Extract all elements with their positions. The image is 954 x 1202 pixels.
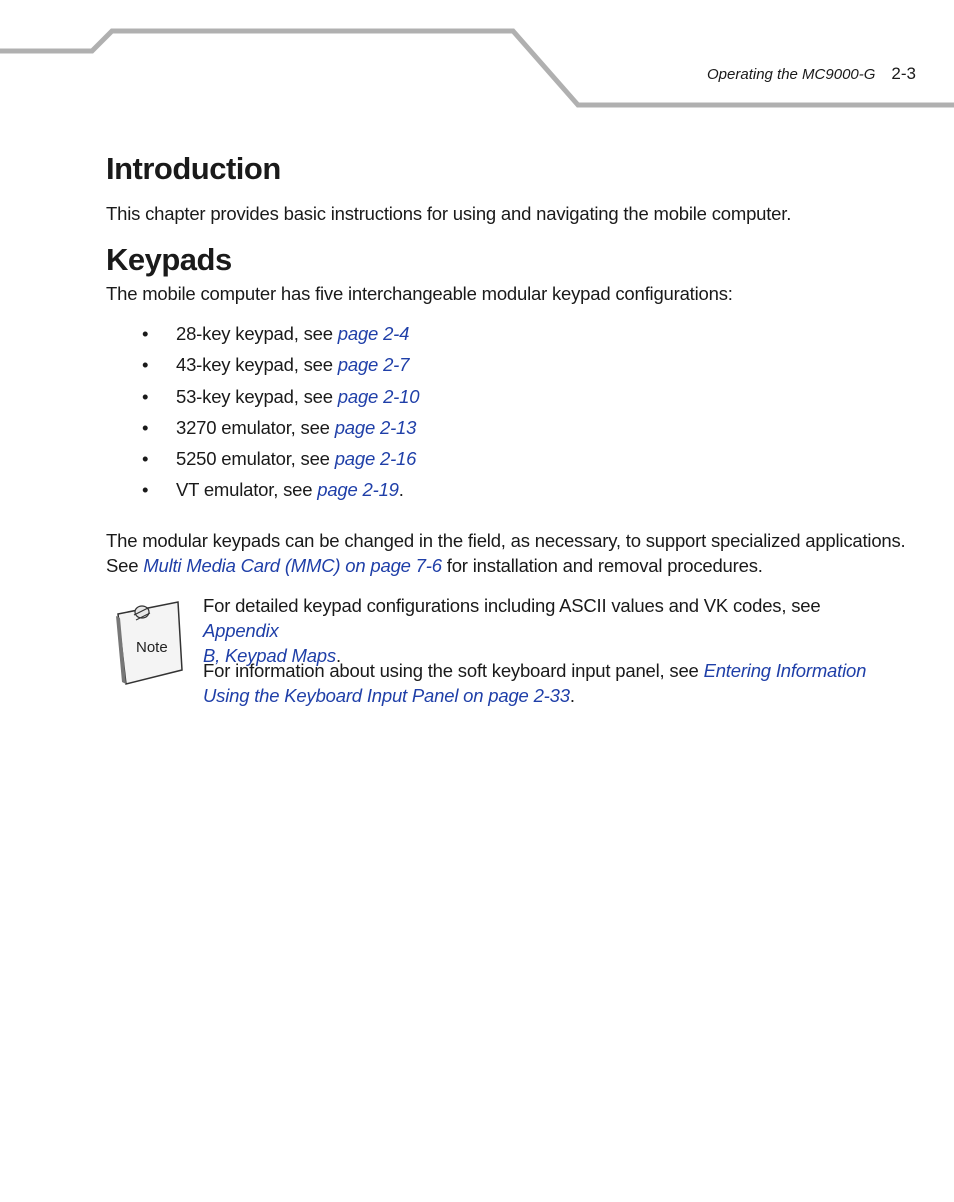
- keyboard-panel-link-part1[interactable]: Entering Information: [703, 660, 867, 681]
- bullet-icon: •: [142, 385, 149, 407]
- appendix-link-part2[interactable]: B, Keypad Maps: [203, 645, 336, 666]
- keypad-list: [106, 318, 419, 506]
- list-item: [106, 474, 419, 505]
- paragraph-line: The modular keypads can be changed in the field, as necessary, to support specialized applications.: [106, 530, 906, 551]
- list-item: [106, 349, 419, 380]
- bullet-icon: •: [142, 479, 149, 501]
- list-item: [106, 412, 419, 443]
- note-text: .: [335, 645, 341, 666]
- note-text: .: [569, 685, 575, 706]
- list-item-suffix: .: [398, 479, 404, 501]
- note-text: For information about using the soft keyboard input panel, see: [203, 660, 704, 681]
- paragraph-text: See: [106, 555, 144, 576]
- appendix-link-part1[interactable]: Appendix: [203, 620, 279, 641]
- note-text: For detailed keypad configurations including ASCII values and VK codes, see: [203, 595, 821, 616]
- note-icon: [112, 600, 192, 686]
- keypads-paragraph: [106, 528, 906, 578]
- bullet-icon: •: [142, 448, 149, 470]
- keyboard-panel-link-part2[interactable]: Using the Keyboard Input Panel on page 2-33: [203, 685, 570, 706]
- paragraph-text: for installation and removal procedures.: [441, 555, 763, 576]
- header-rule: [0, 0, 954, 120]
- page-link[interactable]: page 2-13: [334, 416, 417, 438]
- note-paragraph-2: [203, 658, 893, 708]
- page-link[interactable]: page 2-16: [334, 448, 417, 470]
- list-item-text: 3270 emulator, see: [176, 416, 335, 438]
- introduction-body: This chapter provides basic instructions for using and navigating the mobile computer.: [106, 203, 792, 224]
- list-item-text: 43-key keypad, see: [176, 354, 338, 376]
- list-item-text: 5250 emulator, see: [176, 448, 335, 470]
- mmc-link[interactable]: Multi Media Card (MMC) on page 7-6: [143, 555, 442, 576]
- running-head: [707, 64, 916, 84]
- note-paragraph-1: [203, 593, 893, 668]
- list-item-text: VT emulator, see: [176, 479, 318, 501]
- page-link[interactable]: page 2-4: [337, 323, 410, 344]
- page-link[interactable]: page 2-7: [337, 354, 410, 376]
- list-item-text: 28-key keypad, see: [176, 323, 338, 344]
- page-link[interactable]: page 2-10: [337, 385, 420, 407]
- note-icon-label: Note: [136, 639, 168, 656]
- list-item-text: 53-key keypad, see: [176, 385, 338, 407]
- bullet-icon: •: [142, 354, 149, 376]
- keypads-heading: Keypads: [106, 242, 232, 277]
- bullet-icon: •: [142, 416, 149, 438]
- page-link[interactable]: page 2-19: [317, 479, 399, 501]
- bullet-icon: •: [142, 323, 149, 344]
- running-head-title: Operating the MC9000-G: [707, 66, 876, 83]
- list-item: [106, 381, 419, 412]
- list-item: [106, 318, 419, 349]
- keypads-lead: The mobile computer has five interchangeable modular keypad configurations:: [106, 283, 733, 304]
- introduction-heading: Introduction: [106, 151, 281, 186]
- page-number: 2-3: [891, 64, 916, 83]
- list-item: [106, 443, 419, 474]
